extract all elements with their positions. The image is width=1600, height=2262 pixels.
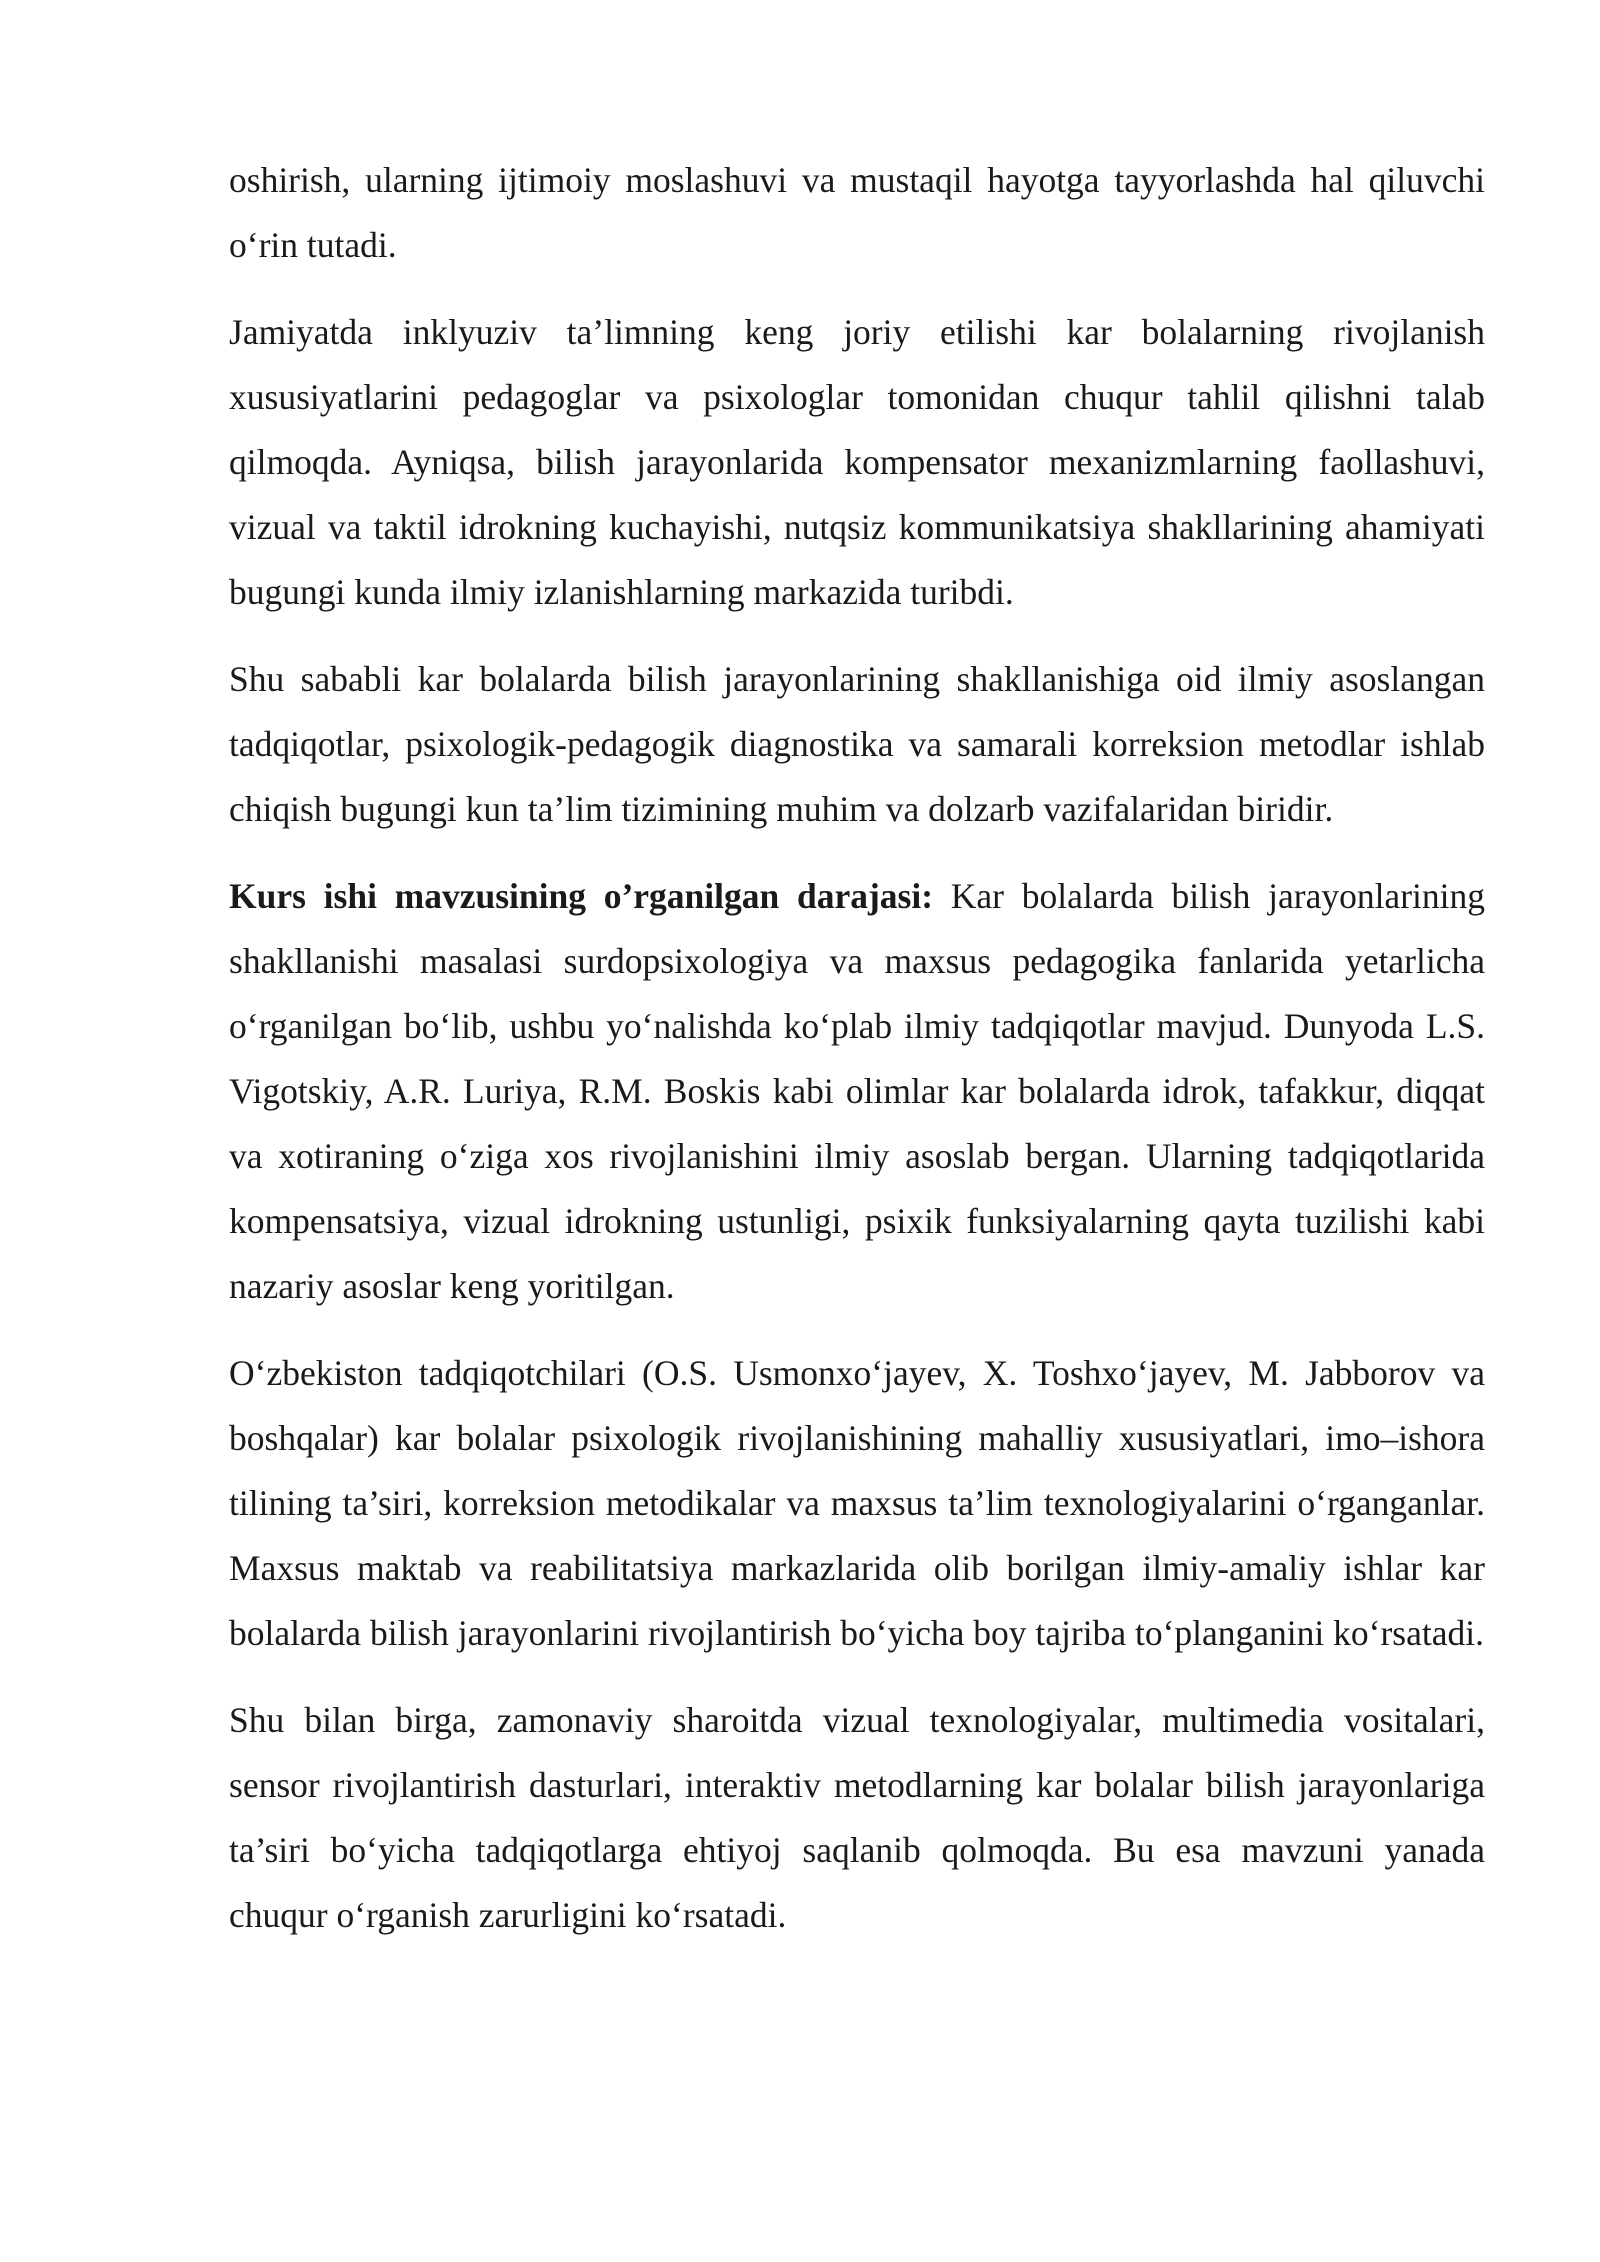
paragraph-5-text: O‘zbekiston tadqiqotchilari (O.S. Usmonxo‘jayev, X. Toshxo‘jayev, M. Jabborov va boshqalar) kar bolalar psixologik rivojlanishining mahalliy xususiyatlari, imo–ishora tilining ta’siri, korreksion metodikalar va maxsus ta’lim texnologiyalarini o‘rganganlar. Maxsus maktab va reabilitatsiya markazlarida olib borilgan ilmiy-amaliy ishlar kar bolalarda bilish jarayonlarini rivojlantirish bo‘yicha boy tajriba to‘planganini ko‘rsatadi. [229,1353,1485,1653]
paragraph-4 [229,864,1485,1319]
paragraph-4-text: Kar bolalarda bilish jarayonlarining shakllanishi masalasi surdopsixologiya va maxsus pedagogika fanlarida yetarlicha o‘rganilgan bo‘lib, ushbu yo‘nalishda ko‘plab ilmiy tadqiqotlar mavjud. Dunyoda L.S. Vigotskiy, A.R. Luriya, R.M. Boskis kabi olimlar kar bolalarda idrok, tafakkur, diqqat va xotiraning o‘ziga xos rivojlanishini ilmiy asoslab bergan. Ularning tadqiqotlarida kompensatsiya, vizual idrokning ustunligi, psixik funksiyalarning qayta tuzilishi kabi nazariy asoslar keng yoritilgan. [229,876,1485,1306]
paragraph-1 [229,148,1485,278]
paragraph-2-text: Jamiyatda inklyuziv ta’limning keng joriy etilishi kar bolalarning rivojlanish xususiyatlarini pedagoglar va psixologlar tomonidan chuqur tahlil qilishni talab qilmoqda. Ayniqsa, bilish jarayonlarida kompensator mexanizmlarning faollashuvi, vizual va taktil idrokning kuchayishi, nutqsiz kommunikatsiya shakllarining ahamiyati bugungi kunda ilmiy izlanishlarning markazida turibdi. [229,312,1485,612]
section-heading-inline: Kurs ishi mavzusining o’rganilgan darajasi: [229,876,934,916]
paragraph-3-text: Shu sababli kar bolalarda bilish jarayonlarining shakllanishiga oid ilmiy asoslangan tadqiqotlar, psixologik-pedagogik diagnostika va samarali korreksion metodlar ishlab chiqish bugungi kun ta’lim tizimining muhim va dolzarb vazifalaridan biridir. [229,659,1485,829]
paragraph-2 [229,300,1485,625]
paragraph-6 [229,1688,1485,1948]
paragraph-3 [229,647,1485,842]
paragraph-6-text: Shu bilan birga, zamonaviy sharoitda vizual texnologiyalar, multimedia vositalari, sensor rivojlantirish dasturlari, interaktiv metodlarning kar bolalar bilish jarayonlariga ta’siri bo‘yicha tadqiqotlarga ehtiyoj saqlanib qolmoqda. Bu esa mavzuni yanada chuqur o‘rganish zarurligini ko‘rsatadi. [229,1700,1485,1935]
paragraph-1-text: oshirish, ularning ijtimoiy moslashuvi va mustaqil hayotga tayyorlashda hal qiluvchi o‘rin tutadi. [229,160,1485,265]
body-text [229,148,1485,1970]
paragraph-5 [229,1341,1485,1666]
